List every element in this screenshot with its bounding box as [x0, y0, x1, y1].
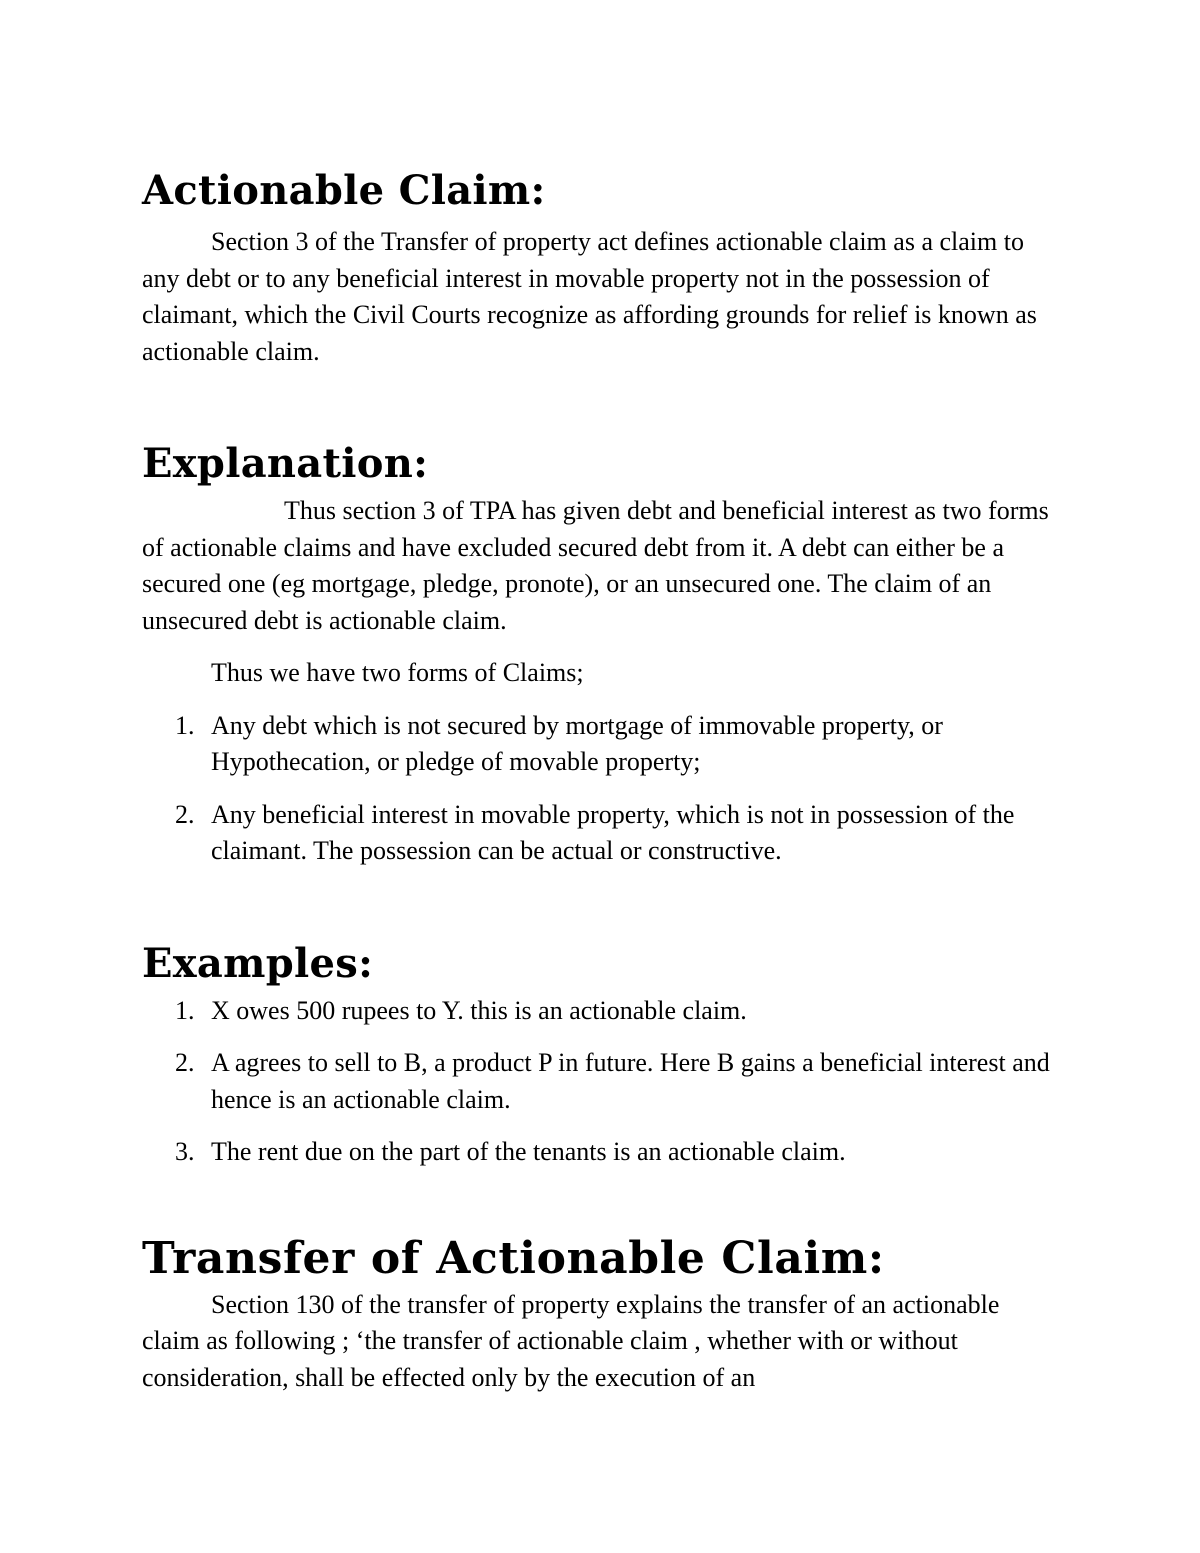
- list-item-text: Any beneficial interest in movable property, which is not in possession of the claimant. The possession can be actual or constructive.: [211, 799, 1015, 865]
- list-item-number: 2.: [175, 1048, 195, 1077]
- heading-examples: Examples:: [142, 939, 374, 987]
- document-content: [142, 160, 1057, 1396]
- examples-list: [142, 993, 1057, 1171]
- list-item: [142, 797, 1057, 870]
- list-item-text: The rent due on the part of the tenants is an actionable claim.: [211, 1137, 846, 1166]
- list-item: [142, 993, 1057, 1030]
- paragraph-transfer: Section 130 of the transfer of property explains the transfer of an actionable claim as following ; ‘the transfer of actionable claim , whether with or without consideration, shall be effected only by the execution of an: [142, 1289, 1000, 1392]
- list-item-number: 3.: [175, 1137, 195, 1166]
- heading-explanation: Explanation:: [142, 440, 429, 487]
- heading-actionable-claim: Actionable Claim:: [142, 167, 546, 214]
- list-item: [142, 1134, 1057, 1171]
- claim-forms-list: [142, 708, 1057, 870]
- paragraph-explanation: Thus section 3 of TPA has given debt and beneficial interest as two forms of actionable claims and have excluded secured debt from it. A debt can either be a secured one (eg mortgage, pledge, pronote), or an unsecured one. The claim of an unsecured debt is actionable claim.: [142, 496, 1049, 635]
- heading-transfer-of-actionable-claim: Transfer of Actionable Claim:: [142, 1232, 885, 1284]
- explanation-lead-text: Thus we have two forms of Claims;: [211, 658, 584, 687]
- list-item-number: 2.: [175, 799, 195, 829]
- list-item-text: Any debt which is not secured by mortgage of immovable property, or Hypothecation, or pledge of movable property;: [211, 710, 943, 776]
- list-item: [142, 1045, 1057, 1118]
- list-item-number: 1.: [175, 710, 195, 740]
- paragraph-actionable-claim-definition: Section 3 of the Transfer of property act defines actionable claim as a claim to any debt or to any beneficial interest in movable property not in the possession of claimant, which the Civil Courts recognize as affording grounds for relief is known as actionable claim.: [142, 227, 1037, 366]
- list-item: [142, 708, 1057, 781]
- list-item-number: 1.: [175, 995, 195, 1025]
- list-item-text: A agrees to sell to B, a product P in future. Here B gains a beneficial interest and hence is an actionable claim.: [211, 1048, 1050, 1114]
- list-item-text: X owes 500 rupees to Y. this is an actionable claim.: [211, 995, 747, 1025]
